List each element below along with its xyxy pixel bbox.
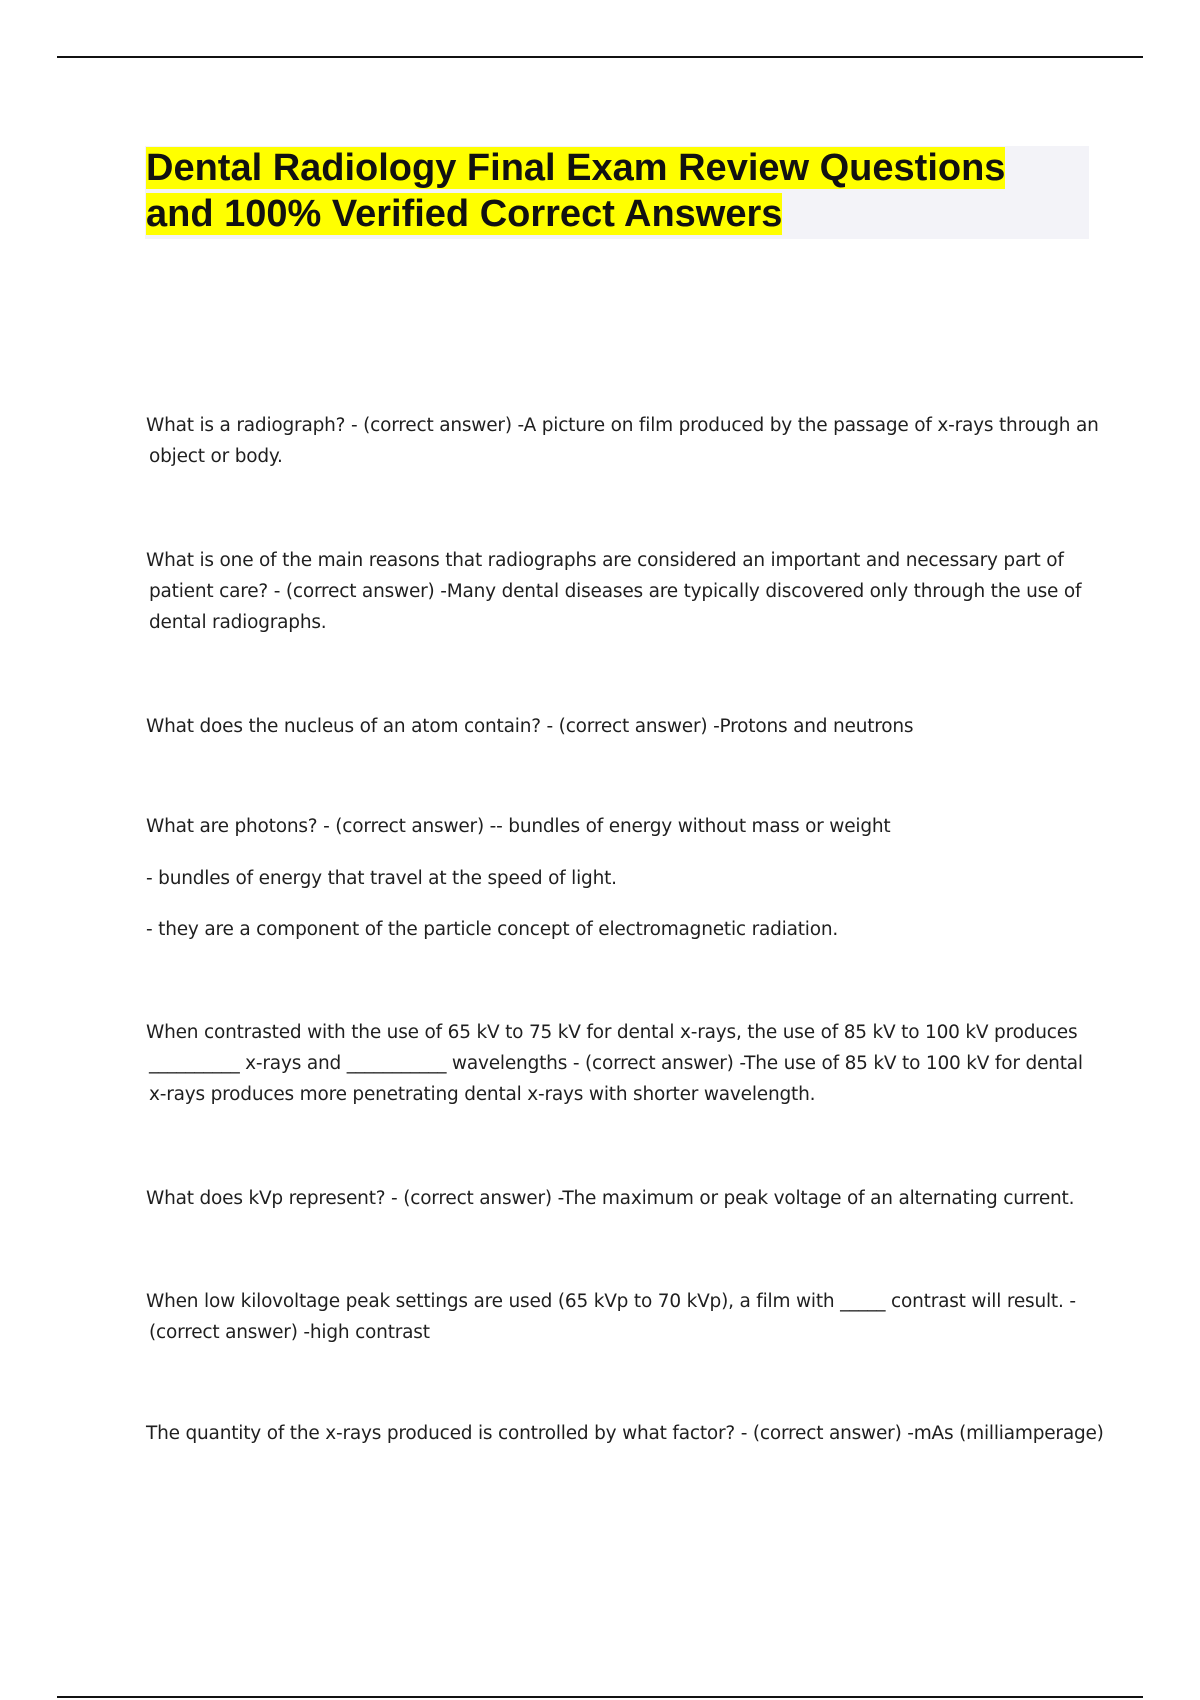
qa-line: When contrasted with the use of 65 kV to 75 kV for dental x-rays, the use of 85 kV to 100 kV produces xyxy=(146,1022,1078,1043)
qa-item-7 xyxy=(146,1286,1086,1348)
document-title xyxy=(146,145,1076,237)
qa-line: When low kilovoltage peak settings are used (65 kVp to 70 kVp), a film with _____ contrast will result. - xyxy=(146,1291,1076,1312)
qa-item-3 xyxy=(146,711,1086,742)
qa-line: - they are a component of the particle concept of electromagnetic radiation. xyxy=(146,919,839,940)
qa-line: What does kVp represent? - (correct answer) -The maximum or peak voltage of an alternating current. xyxy=(146,1188,1075,1209)
qa-line: The quantity of the x-rays produced is controlled by what factor? - (correct answer) -mAs (milliamperage) xyxy=(146,1423,1104,1444)
qa-line: patient care? - (correct answer) -Many dental diseases are typically discovered only through the use of xyxy=(149,581,1082,602)
qa-line: dental radiographs. xyxy=(149,612,327,633)
top-rule xyxy=(57,56,1143,58)
qa-line: What is one of the main reasons that radiographs are considered an important and necessary part of xyxy=(146,550,1064,571)
qa-line: - bundles of energy that travel at the speed of light. xyxy=(146,868,617,889)
qa-item-8 xyxy=(146,1418,1104,1449)
qa-line: object or body. xyxy=(149,446,283,467)
qa-item-4-bullet-3 xyxy=(146,914,1086,945)
qa-line: What does the nucleus of an atom contain? - (correct answer) -Protons and neutrons xyxy=(146,716,914,737)
qa-item-4 xyxy=(146,811,1086,842)
qa-line: (correct answer) -high contrast xyxy=(149,1322,430,1343)
qa-line: What is a radiograph? - (correct answer) -A picture on film produced by the passage of x-rays through an xyxy=(146,415,1099,436)
qa-item-1 xyxy=(146,410,1099,472)
qa-line: x-rays produces more penetrating dental x-rays with shorter wavelength. xyxy=(149,1084,816,1105)
qa-item-4-bullet-2 xyxy=(146,863,1086,894)
title-highlight: Dental Radiology Final Exam Review Questions and 100% Verified Correct Answers xyxy=(146,147,1006,235)
qa-item-6 xyxy=(146,1183,1086,1214)
qa-line: What are photons? - (correct answer) -- bundles of energy without mass or weight xyxy=(146,816,891,837)
qa-item-2 xyxy=(146,545,1086,638)
qa-item-5 xyxy=(146,1017,1086,1110)
bottom-rule xyxy=(57,1696,1143,1698)
qa-line: __________ x-rays and ___________ wavelengths - (correct answer) -The use of 85 kV to 100 kV for dental xyxy=(149,1053,1083,1074)
